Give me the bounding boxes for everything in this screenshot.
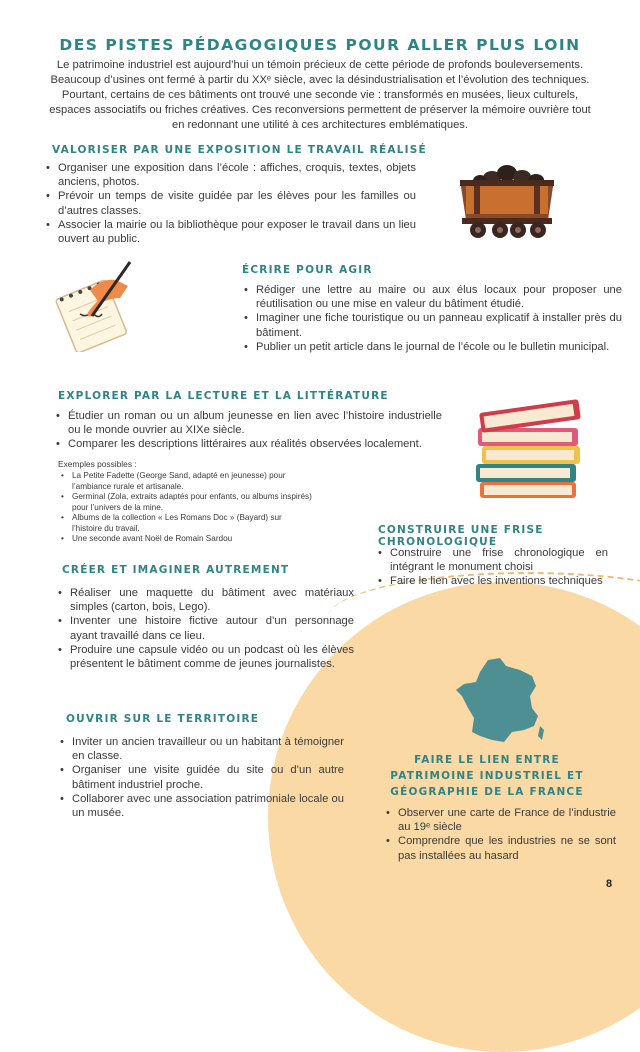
list-item: • Prévoir un temps de visite guidée par les élèves pour les familles ou d’autres classes.	[44, 189, 416, 217]
list-item: • Comparer les descriptions littéraires aux réalités observées localement.	[54, 437, 442, 451]
creer-list	[56, 586, 354, 671]
list-item: • Réaliser une maquette du bâtiment avec matériaux simples (carton, bois, Lego).	[56, 586, 354, 614]
list-item: • Imaginer une fiche touristique ou un panneau explicatif à installer près du bâtiment.	[242, 311, 622, 339]
section-heading-territoire: OUVRIR SUR LE TERRITOIRE	[66, 713, 260, 725]
list-item: • Rédiger une lettre au maire ou aux élus locaux pour proposer une réutilisation ou une mise en valeur du bâtiment étudié.	[242, 283, 622, 311]
list-item: • Une seconde avant Noël de Romain Sardou	[58, 534, 313, 545]
section-heading-frise: CONSTRUIRE UNE FRISE CHRONOLOGIQUE	[378, 524, 544, 548]
territoire-list	[58, 735, 344, 820]
section-heading-ecrire: ÉCRIRE POUR AGIR	[242, 264, 373, 276]
list-item: • Organiser une visite guidée du site ou d’un autre bâtiment industriel proche.	[58, 763, 344, 791]
section-heading-explorer: EXPLORER PAR LA LECTURE ET LA LITTÉRATURE	[58, 390, 389, 402]
page-title: DES PISTES PÉDAGOGIQUES POUR ALLER PLUS LOIN	[59, 36, 581, 54]
writing-hand-icon	[50, 256, 142, 352]
list-item: • Publier un petit article dans le journal de l’école ou le bulletin municipal.	[242, 340, 622, 354]
geographie-list	[384, 806, 616, 863]
books-stack-icon	[470, 398, 588, 502]
section-heading-creer: CRÉER ET IMAGINER AUTREMENT	[62, 564, 290, 576]
list-item: • La Petite Fadette (George Sand, adapté en jeunesse) pour l’ambiance rurale et artisanale.	[58, 471, 313, 492]
list-item: • Associer la mairie ou la bibliothèque pour exposer le travail dans un lieu ouvert au public.	[44, 218, 416, 246]
list-item: • Faire le lien avec les inventions techniques	[376, 574, 608, 588]
section-heading-valoriser: VALORISER PAR UNE EXPOSITION LE TRAVAIL RÉALISÉ	[52, 144, 427, 156]
list-item: • Comprendre que les industries ne se sont pas installées au hasard	[384, 834, 616, 862]
list-item: • Germinal (Zola, extraits adaptés pour enfants, ou albums inspirés) pour l’univers de la mine.	[58, 492, 313, 513]
list-item: • Étudier un roman ou un album jeunesse en lien avec l’histoire industrielle ou le monde ouvrier au XIXe siècle.	[54, 409, 442, 437]
intro-paragraph: Le patrimoine industriel est aujourd’hui un témoin précieux de cette période de profonds bouleversements. Beaucoup d’usines ont fermé à partir du XXᵉ siècle, avec la désindustrialisation et l’évolution des techniques. Pourtant, certains de ces bâtiments ont trouvé une seconde vie : transformés en musées, lieux culturels, espaces associatifs ou friches créatives. Ces reconversions permettent de préserver la mémoire ouvrière tout en redonnant une utilité à ces architectures emblématiques.	[49, 59, 591, 131]
ecrire-list	[242, 283, 622, 354]
list-item: • Produire une capsule vidéo ou un podcast où les élèves présentent le bâtiment comme de jeunes journalistes.	[56, 643, 354, 671]
frise-list	[376, 546, 608, 589]
examples-label: Exemples possibles :	[58, 459, 137, 469]
list-item: • Inviter un ancien travailleur ou un habitant à témoigner en classe.	[58, 735, 344, 763]
valoriser-list	[44, 161, 416, 246]
section-heading-geographie: FAIRE LE LIEN ENTRE PATRIMOINE INDUSTRIEL ET GÉOGRAPHIE DE LA FRANCE	[390, 754, 584, 798]
explorer-list	[54, 409, 442, 452]
france-map-icon	[452, 656, 548, 746]
list-item: • Inventer une histoire fictive autour d’un personnage ayant travaillé dans ce lieu.	[56, 614, 354, 642]
list-item: • Collaborer avec une association patrimoniale locale ou un musée.	[58, 792, 344, 820]
examples-list	[58, 471, 313, 545]
list-item: • Organiser une exposition dans l’école : affiches, croquis, textes, objets anciens, photos.	[44, 161, 416, 189]
page-number: 8	[606, 878, 613, 890]
list-item: • Observer une carte de France de l’industrie au 19ᵉ siècle	[384, 806, 616, 834]
list-item: • Albums de la collection « Les Romans Doc » (Bayard) sur l’histoire du travail.	[58, 513, 313, 534]
mine-cart-icon	[452, 160, 562, 242]
list-item: • Construire une frise chronologique en intégrant le monument choisi	[376, 546, 608, 574]
